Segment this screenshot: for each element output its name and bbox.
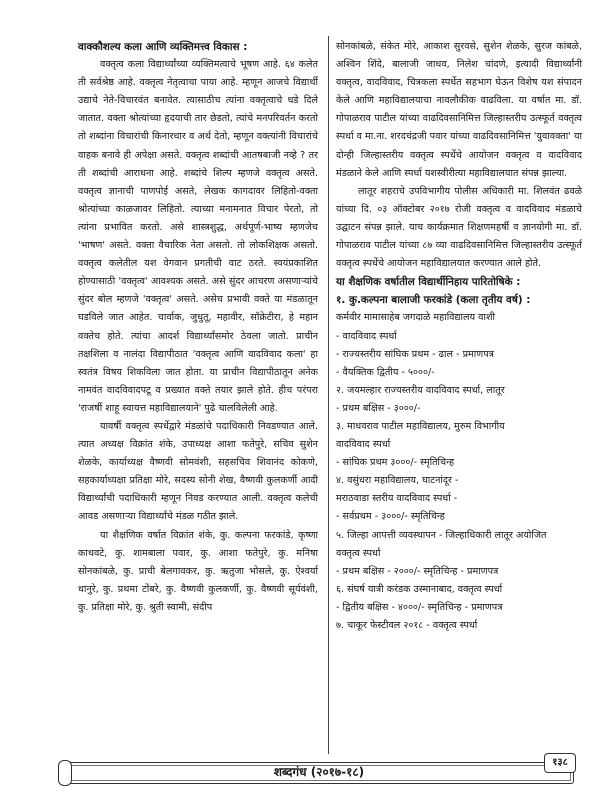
prize-list-item: - प्रथम बक्षिस - २०००/- स्मृतिचिन्ह - प्रमाणपत्र bbox=[336, 565, 499, 577]
paragraph-participants-cont: सोनकांबळे, संकेत मोरे, आकाश सुरवसे, सुशेन शेळके, सुरज कांबळे, अश्विन शिंदे, बालाजी जाधव, निलेश चांदणे, इत्यादी विद्यार्थ्यांनी वक्तृत्व, वादविवाद, चित्रकला स्पर्धेत सहभाग घेऊन विशेष यश संपादन केले आणि महाविद्यालयाचा नावलौकीक वाढविला. या वर्षात मा. डॉ. गोपाळराव पाटील यांच्या वाढदिवसानिमित्त जिल्हास्तरीय उत्स्फूर्त वक्तृत्व स्पर्धा व मा.ना. शरदचंद्रजी पवार यांच्या वाढदिवसानिमित्त 'युवावक्ता' या दोन्ही जिल्हास्तरीय वक्तृत्व स्पर्धेचे आयोजन वक्तृत्व व वादविवाद मंडळाने केले आणि स्पर्धा यशस्वीरीत्या महाविद्यालयात संपन्न झाल्या. bbox=[336, 41, 582, 179]
prize-list-item: १. कु.कल्पना बालाजी फरकांडे (कला तृतीय वर्ष) : bbox=[336, 294, 531, 307]
prize-list-item: वादविवाद स्पर्धा bbox=[336, 439, 391, 451]
prize-list-item: ५. जिल्हा आपत्ती व्यवस्थापन - जिल्हाधिकारी लातूर अयोजित bbox=[336, 529, 547, 541]
prize-list-item: ६. संघर्ष यात्री करंडक उस्मानाबाद, वक्तृत्व स्पर्धा bbox=[336, 583, 503, 595]
prize-list-item: ३. माधवराव पाटील महाविद्यालय, मुरुम विभागीय bbox=[336, 420, 505, 432]
prizes-heading: या शैक्षणिक वर्षातील विद्यार्थीनिहाय पारितोषिके : bbox=[336, 276, 521, 289]
prize-list-item: २. जयमल्हार राज्यस्तरीय वादविवाद स्पर्धा, लातूर bbox=[336, 384, 505, 396]
prize-list bbox=[336, 291, 582, 635]
paragraph-participants: या शैक्षणिक वर्षात विक्रांत शंके, कु. कल्पना फरकांडे, कृष्णा काथवटे, कु. शामबाला पवार, कु. आशा फतेपुरे, कु. मनिषा सोनकांबळे, कु. प्राची बेलगावकर, कु. ऋतुजा भोसले, कु. ऐश्वर्या धानुरे, कु. प्रथमा टोंबरे, कु. वैष्णवी कुलकर्णी, कु. वैष्णवी सूर्यवंशी, कु. प्रतिक्षा मोरे, कु. श्रुती स्वामी, संदीप bbox=[78, 529, 318, 613]
prize-list-item: मराठवाडा स्तरीय वादविवाद स्पर्धा - bbox=[336, 493, 458, 505]
page-number: १३८ bbox=[544, 753, 576, 773]
prize-list-item: ४. वसुंधरा महाविद्यालय, घाटनांदूर - bbox=[336, 475, 459, 487]
footer-banner bbox=[66, 762, 572, 784]
prize-list-item: - प्रथम बक्षिस - ३०००/- bbox=[336, 402, 421, 414]
paragraph-intro: वक्तृत्व कला विद्यार्थ्यांच्या व्यक्तिमत्वाचे भूषण आहे. ६४ कलेत ती सर्वश्रेष्ठ आहे. वक्तृत्व नेतृत्वाचा पाया आहे. म्हणून आजचे विद्यार्थी उद्याचे नेते-विचारवंत बनावेत. त्यासाठीच त्यांना वक्तृत्वाचे धडे दिले जातात. वक्ता श्रोत्यांच्या हृदयाची तार छेडतो, त्यांचे मनपरिवर्तन करतो तो शब्दांना विचारांची किनारधार व अर्थ देतो, म्हणून वक्त्यांनी विचारांचे वाहक बनावे ही अपेक्षा असते. वक्तृत्व शब्दांची आतषबाजी नव्हे ? तर ती शब्दांची आराधना आहे. शब्दांचे शिल्प म्हणजे वक्तृत्व असते. वक्तृत्व ज्ञानाची पाणपोई असते, लेखक कागदावर लिहितो-वक्ता श्रोत्यांच्या काळजावर लिहितो. त्याच्या मनामनात विचार पेरतो, तो त्यांना प्रभावित करतो. असे शास्त्रशुद्ध, अर्थपूर्ण-भाष्य म्हणजेच 'भाषण' असते. वक्ता वैचारिक नेता असतो. तो लोकशिक्षक असतो. वक्तृत्व कलेतील यश वेगवान प्रगतीची वाट ठरते. स्वयंप्रकाशित होण्यासाठी 'वक्तृत्व' आवश्यक असते. असे सुंदर आचरण असणाऱ्यांचे सुंदर बोल म्हणजे 'वक्तृत्व' असते. असेच प्रभावी वक्ते या मंडळातून घडविले जात आहेत. चार्वाक, जुधुतू, महावीर, सॉक्रेटीरा, हे महान वक्तेच होते. त्यांचा आदर्श विद्यार्थ्यांसमोर ठेवला जातो. प्राचीन तक्षशिला व नालंदा विद्यापीठात 'वक्तृत्व आणि वादविवाद कला' हा स्वतंत्र विषय शिकविला जात होता. या प्राचीन विद्यापीठातून अनेक नामवंत वादविवादपटू व प्रख्यात वक्ते तयार झाले होते. हीच परंपरा 'राजर्षी शाहू स्वायत्त महाविद्यालयाने' पुढे चालविलेली आहे. bbox=[78, 59, 318, 414]
left-column bbox=[78, 38, 318, 617]
prize-list-item: वक्तृत्व स्पर्धा bbox=[336, 547, 381, 559]
section-heading: वाक्कौशल्य कला आणि व्यक्तिमत्त्व विकास : bbox=[78, 41, 248, 53]
prize-list-item: - सांघिक प्रथम ३०००/- स्मृतिचिन्ह bbox=[336, 457, 455, 469]
prize-list-item: कर्मवीर मामासाहेब जगदाळे महाविद्यालय वाशी bbox=[336, 312, 495, 324]
paragraph-inauguration: लातूर शहराचे उपविभागीय पोलीस अधिकारी मा. शिलवंत ढवळे यांच्या दि. ०३ ऑक्टोबर २०१७ रोजी वक्तृत्व व वादविवाद मंडळाचे उद्घाटन संपन्न झाले. याच कार्यक्रमात शिक्षणमहर्षी व ज्ञानयोगी मा. डॉ. गोपाळराव पाटील यांच्या ८७ व्या वाढदिवसानिमित्त जिल्हास्तरीय उत्स्फूर्त वक्तृत्व स्पर्धेचे आयोजन महाविद्यालयात करण्यात आले होते. bbox=[336, 185, 582, 270]
paragraph-office-bearers: यावर्षी वक्तृत्व स्पर्धेद्वारे मंडळांचे पदाधिकारी निवडण्यात आले. त्यात अध्यक्ष विक्रांत शंके, उपाध्यक्ष आशा फतेपुरे, सचिव सुशेन शेळके, कार्याध्यक्ष वैष्णवी सोमवंशी, सहसचिव शिवानंद कोकणे, सहकार्याध्यक्षा प्रतिक्षा मोरे, सदस्य सोनी शेख, वैष्णवी कुलकर्णी आदी विद्यार्थ्यांची पदाधिकारी म्हणून निवड करण्यात आली. वक्तृत्व कलेची आवड असणाऱ्या विद्यार्थ्यांचे मंडळ गठीत झाले. bbox=[78, 420, 318, 523]
prize-list-item: - वादविवाद स्पर्धा bbox=[336, 330, 397, 342]
prize-list-item: - वैयक्तिक द्वितीय - ५०००/- bbox=[336, 366, 435, 378]
prize-list-item: - राज्यस्तरीय सांघिक प्रथम - ढाल - प्रमाणपत्र bbox=[336, 348, 494, 360]
prize-list-item: - सर्वप्रथम - ३०००/- स्मृतिचिन्ह bbox=[336, 511, 445, 523]
prize-list-item: ७. चाकूर फेस्टीवल २०१८ - वक्तृत्व स्पर्धा bbox=[336, 620, 478, 631]
right-column bbox=[336, 38, 582, 635]
column-divider bbox=[328, 36, 329, 754]
prize-list-item: - द्वितीय बक्षिस - ४०००/- स्मृतिचिन्ह - प्रमाणपत्र bbox=[336, 601, 503, 613]
publication-title: शब्दगंध (२०१७-१८) bbox=[273, 765, 365, 779]
